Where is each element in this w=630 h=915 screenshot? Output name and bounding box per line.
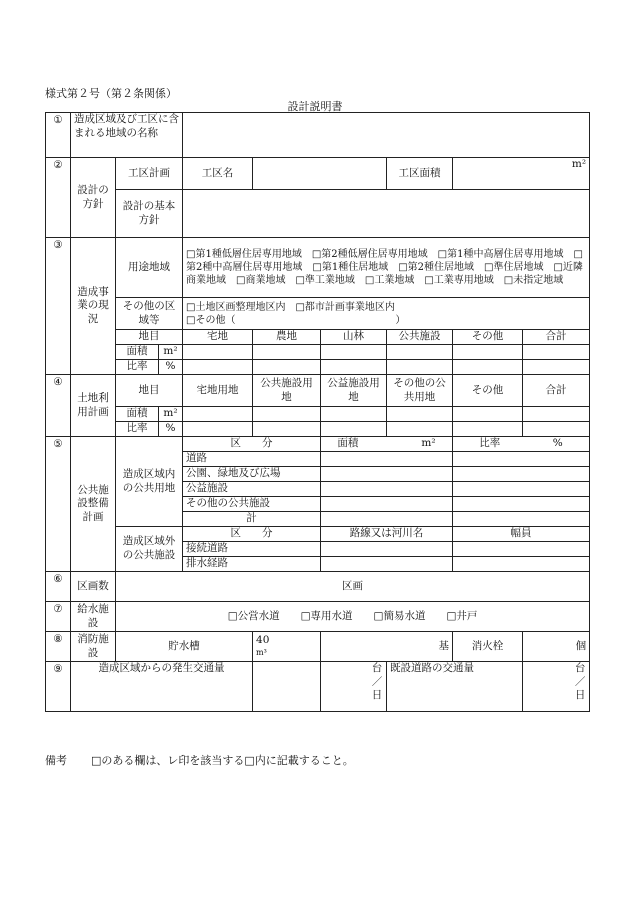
row1-number: ① (46, 113, 71, 158)
status-area-unit: m² (159, 345, 183, 360)
land-ratio-cell[interactable] (523, 422, 590, 437)
outer-route-cell[interactable] (321, 557, 453, 572)
status-ratio-cell[interactable] (523, 360, 590, 375)
form-number: 様式第２号（第２条関係） (45, 87, 177, 100)
land-area-cell[interactable] (453, 407, 523, 422)
lot-count-label: 区画数 (71, 572, 116, 602)
status-ratio-cell[interactable] (253, 360, 321, 375)
other-zone-line1: □土地区画整理地区内 □都市計画事業地区内 (186, 301, 395, 313)
generated-traffic-unit (321, 662, 387, 712)
outer-route-header: 路線又は河川名 (321, 527, 453, 542)
status-area-cell[interactable] (183, 345, 253, 360)
inner-item-2: 公益施設 (183, 482, 321, 497)
land-ratio-cell[interactable] (253, 422, 321, 437)
row6-number: ⑥ (46, 572, 71, 602)
inner-item-1: 公園、緑地及び広場 (183, 467, 321, 482)
inner-item-0: 道路 (183, 452, 321, 467)
remarks (45, 752, 378, 768)
status-ratio-cell[interactable] (183, 360, 253, 375)
land-cat-4: その他の公共用地 (387, 375, 453, 407)
tank-count-unit: 基 (438, 639, 450, 652)
inner-ratio-cell[interactable] (453, 497, 590, 512)
outer-kubun-header: 区 分 (183, 527, 321, 542)
inner-ratio-text: 比率 (479, 437, 501, 450)
inner-area-header (321, 437, 453, 452)
outer-item-0: 接続道路 (183, 542, 321, 557)
row3-number: ③ (46, 238, 71, 375)
status-area-label: 面積 (116, 345, 159, 360)
inner-area-cell[interactable] (321, 512, 453, 527)
outer-width-header: 幅員 (453, 527, 590, 542)
water-supply-options[interactable]: □公営水道 □専用水道 □簡易水道 □井戸 (116, 602, 590, 632)
land-use-label: 土地利用計画 (71, 375, 116, 437)
status-cat-4: 公共施設 (387, 330, 453, 345)
land-ratio-cell[interactable] (453, 422, 523, 437)
status-area-cell[interactable] (321, 345, 387, 360)
zone-name-label: 工区名 (183, 158, 253, 190)
existing-traffic-unit: 台／日 (574, 662, 586, 702)
status-cat-0: 地目 (116, 330, 183, 345)
use-zone-label: 用途地域 (116, 238, 183, 298)
row7-number: ⑦ (46, 602, 71, 632)
status-area-cell[interactable] (523, 345, 590, 360)
other-zone-label: その他の区域等 (116, 298, 183, 330)
water-tank-label: 貯水槽 (116, 632, 253, 662)
inner-ratio-cell[interactable] (453, 467, 590, 482)
hydrant-count-unit: 個 (575, 639, 587, 652)
inner-public-land-label: 造成区域内の公共用地 (116, 437, 183, 527)
status-area-cell[interactable] (387, 345, 453, 360)
status-ratio-cell[interactable] (321, 360, 387, 375)
inner-ratio-cell[interactable] (453, 512, 590, 527)
inner-ratio-cell[interactable] (453, 452, 590, 467)
inner-ratio-unit: % (552, 437, 563, 450)
land-cat-0: 地目 (116, 375, 183, 407)
zone-area-field[interactable] (453, 158, 590, 190)
zone-area-unit: m² (571, 158, 587, 170)
fire-facility-label: 消防施設 (71, 632, 116, 662)
hydrant-label: 消火栓 (453, 632, 523, 662)
inner-area-unit: m² (421, 437, 436, 450)
region-name-label: 造成区域及び工区に含まれる地域の名称 (71, 113, 183, 158)
status-ratio-cell[interactable] (453, 360, 523, 375)
other-zone-line2: □その他（ ） (186, 314, 406, 326)
zone-name-field[interactable] (253, 158, 387, 190)
inner-area-cell[interactable] (321, 467, 453, 482)
land-area-cell[interactable] (387, 407, 453, 422)
zone-area-label: 工区面積 (387, 158, 453, 190)
basic-policy-label: 設計の基本方針 (116, 190, 183, 238)
design-policy-label: 設計の方針 (71, 158, 116, 238)
region-name-field[interactable] (183, 113, 590, 158)
row4-number: ④ (46, 375, 71, 437)
document-title: 設計説明書 (287, 100, 343, 113)
inner-total-label: 計 (183, 512, 321, 527)
row5-number: ⑤ (46, 437, 71, 572)
land-area-cell[interactable] (321, 407, 387, 422)
status-area-cell[interactable] (453, 345, 523, 360)
existing-traffic-label: 既設道路の交通量 (387, 662, 523, 712)
land-ratio-cell[interactable] (387, 422, 453, 437)
current-status-label: 造成事業の現況 (71, 238, 116, 375)
row9-number: ⑨ (46, 662, 71, 712)
design-explanation-table (45, 112, 590, 712)
generated-traffic-label: 造成区域からの発生交通量 (71, 662, 253, 712)
status-cat-2: 農地 (253, 330, 321, 345)
row2-number: ② (46, 158, 71, 238)
land-area-cell[interactable] (523, 407, 590, 422)
land-cat-1: 宅地用地 (183, 375, 253, 407)
existing-traffic-field[interactable] (523, 662, 590, 712)
land-cat-6: 合計 (523, 375, 590, 407)
land-area-label: 面積 (116, 407, 159, 422)
status-cat-5: その他 (453, 330, 523, 345)
inner-ratio-cell[interactable] (453, 482, 590, 497)
water-supply-label: 給水施設 (71, 602, 116, 632)
outer-width-cell[interactable] (453, 542, 590, 557)
inner-item-3: その他の公共施設 (183, 497, 321, 512)
land-ratio-unit: % (159, 422, 183, 437)
public-facility-label: 公共施設整備計画 (71, 437, 116, 572)
land-ratio-cell[interactable] (183, 422, 253, 437)
hydrant-count-field[interactable] (523, 632, 590, 662)
use-zone-options[interactable]: □第1種低層住居専用地域 □第2種低層住居専用地域 □第1種中高層住居専用地域 □第2種中高層住居専用地域 □第1種住居地域 □第2種住居地域 □準住居地域 □近隣商業地域 □商業地域 □準工業地域 □工業地域 □工業専用地域 □未指定地域 (183, 238, 590, 298)
status-cat-3: 山林 (321, 330, 387, 345)
status-cat-6: 合計 (523, 330, 590, 345)
remarks-text: □のある欄は、レ印を該当する□内に記載すること。 (91, 754, 354, 767)
status-cat-1: 宅地 (183, 330, 253, 345)
land-ratio-label: 比率 (116, 422, 159, 437)
outer-item-1: 排水経路 (183, 557, 321, 572)
inner-area-cell[interactable] (321, 452, 453, 467)
zone-plan-label: 工区計画 (116, 158, 183, 190)
outer-public-facility-label: 造成区域外の公共施設 (116, 527, 183, 572)
outer-width-cell[interactable] (453, 557, 590, 572)
land-ratio-cell[interactable] (321, 422, 387, 437)
tank-capacity-unit: m³ (256, 647, 267, 657)
land-cat-5: その他 (453, 375, 523, 407)
lot-count-field[interactable] (116, 572, 590, 602)
inner-area-cell[interactable] (321, 482, 453, 497)
inner-area-cell[interactable] (321, 497, 453, 512)
tank-capacity-value: 40 (256, 634, 270, 646)
basic-policy-field[interactable] (183, 190, 590, 238)
generated-traffic-unit-text: 台／日 (371, 662, 383, 702)
land-area-cell[interactable] (253, 407, 321, 422)
land-cat-2: 公共施設用地 (253, 375, 321, 407)
other-zone-options[interactable] (183, 298, 590, 330)
inner-area-text: 面積 (337, 437, 359, 450)
land-area-unit: m² (159, 407, 183, 422)
land-area-cell[interactable] (183, 407, 253, 422)
row8-number: ⑧ (46, 632, 71, 662)
land-cat-3: 公益施設用地 (321, 375, 387, 407)
generated-traffic-field[interactable] (253, 662, 321, 712)
remarks-label: 備考 (45, 754, 67, 767)
inner-ratio-header (453, 437, 590, 452)
status-ratio-unit: % (159, 360, 183, 375)
status-area-cell[interactable] (253, 345, 321, 360)
outer-route-cell[interactable] (321, 542, 453, 557)
status-ratio-label: 比率 (116, 360, 159, 375)
tank-count-field[interactable] (321, 632, 453, 662)
lot-count-unit: 区画 (342, 579, 364, 592)
inner-kubun-header: 区 分 (183, 437, 321, 452)
tank-capacity (253, 632, 321, 662)
status-ratio-cell[interactable] (387, 360, 453, 375)
